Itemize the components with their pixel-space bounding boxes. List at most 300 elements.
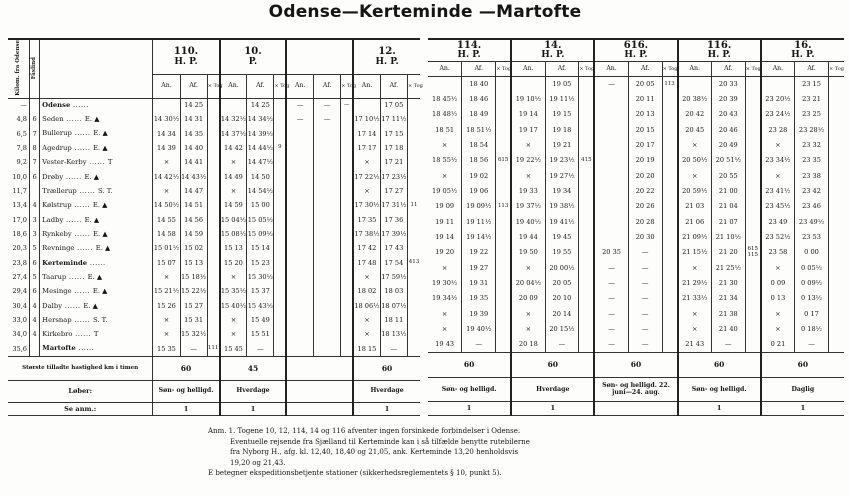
meet-time <box>662 291 678 306</box>
station-cell <box>40 184 153 198</box>
station-dots: ...... <box>86 158 108 167</box>
arrival-time: × <box>353 184 380 198</box>
station-row <box>428 199 844 214</box>
departure-time: 20 51½ <box>711 153 745 168</box>
departure-time: 23 32 <box>795 138 829 153</box>
arrival-time: 21 06 <box>678 214 712 229</box>
meet-time <box>745 260 761 275</box>
arrival-time <box>286 299 313 313</box>
station-row <box>8 170 420 184</box>
train-header <box>153 39 220 74</box>
arrival-time <box>286 241 313 255</box>
meet-time <box>828 260 844 275</box>
departure-time: 20 19 <box>628 153 662 168</box>
meet-time <box>341 155 353 169</box>
meet-time <box>407 112 420 126</box>
meet-time <box>407 170 420 184</box>
meet-time <box>579 184 595 199</box>
faerge-value: 3 <box>30 213 40 227</box>
arrival-time: 0 21 <box>761 337 795 352</box>
departure-time: — <box>628 291 662 306</box>
arrival-time: × <box>428 138 462 153</box>
departure-time: 19 40½ <box>462 322 496 337</box>
subheader-row <box>428 62 844 77</box>
departure-time: 17 21 <box>380 155 407 169</box>
departure-time: 14 47½ <box>247 155 274 169</box>
arrival-time: 23 41½ <box>761 184 795 199</box>
note-ref: 1 <box>428 401 511 415</box>
train-number: 110. <box>173 46 199 58</box>
station-row <box>8 112 420 126</box>
arrival-time: 18 02 <box>353 285 380 299</box>
arrival-time: × <box>678 322 712 337</box>
meet-time <box>496 107 512 122</box>
arrival-time: 20 50½ <box>678 153 712 168</box>
departure-time: 21 10½ <box>711 230 745 245</box>
faerge-value: 6 <box>30 256 40 270</box>
station-dots: ...... <box>63 215 85 224</box>
arrival-time: 23 24½ <box>761 107 795 122</box>
arrival-time: 20 35 <box>594 245 628 260</box>
runs-value: Søn- og helligd. <box>428 378 511 402</box>
meet-time <box>341 328 353 342</box>
station-dots: ...... <box>72 330 94 339</box>
meet-time: 11 <box>410 201 418 208</box>
meet-time <box>207 270 219 284</box>
departure-time: 15 23 <box>247 256 274 270</box>
arrival-time: 18 45½ <box>428 92 462 107</box>
arrival-time <box>594 199 628 214</box>
departure-time: 23 49½ <box>795 214 829 229</box>
arrival-time: 14 30½ <box>153 112 180 126</box>
meet-time <box>207 213 219 227</box>
meet-time <box>274 198 286 212</box>
meet-time <box>207 155 219 169</box>
arrival-time: 15 01½ <box>153 241 180 255</box>
departure-time: 20 30 <box>628 230 662 245</box>
arrival-time: — <box>594 276 628 291</box>
meet-time <box>662 153 678 168</box>
arrival-time: 19 37½ <box>511 199 545 214</box>
meet-time <box>662 245 678 260</box>
note-ref <box>286 402 353 415</box>
meet-time <box>341 127 353 141</box>
train-type: H. P. <box>174 56 198 67</box>
meet-time <box>274 112 286 126</box>
meet-time <box>496 260 512 275</box>
km-value: 17,0 <box>8 213 30 227</box>
arrival-time <box>286 141 313 155</box>
meet-time <box>341 112 353 126</box>
station-name: Hersnap <box>42 315 72 324</box>
arrival-time: 18 51 <box>428 122 462 137</box>
meet-time <box>407 285 420 299</box>
departure-time <box>314 184 341 198</box>
meet-time <box>207 112 219 126</box>
meet-time <box>407 328 420 342</box>
station-row <box>8 98 420 112</box>
arrival-time: 21 03 <box>678 199 712 214</box>
arrival-time <box>286 213 313 227</box>
meet-time <box>579 306 595 321</box>
station-row <box>8 141 420 155</box>
speed-value: 60 <box>353 356 420 380</box>
departure-time: — <box>628 306 662 321</box>
meet-header: × Tog <box>407 74 420 98</box>
meet-time <box>407 184 420 198</box>
departure-time: 20 11 <box>628 92 662 107</box>
station-row <box>428 77 844 92</box>
meet-time <box>828 245 844 260</box>
station-code: E. ▲ <box>92 287 108 296</box>
notes-row <box>8 402 420 415</box>
departure-time: 15 02 <box>180 241 207 255</box>
speed-row <box>8 356 420 380</box>
arrival-header: An. <box>761 62 795 77</box>
meet-time <box>207 184 219 198</box>
departure-time: 15 49 <box>247 313 274 327</box>
faerge-value: 7 <box>30 155 40 169</box>
arrival-time: — <box>594 77 628 92</box>
meet-time <box>407 141 420 155</box>
station-row <box>428 306 844 321</box>
arrival-time: 14 39 <box>153 141 180 155</box>
station-cell <box>40 98 153 112</box>
runs-value: Hverdage <box>220 380 287 402</box>
arrival-time: 19 05½ <box>428 184 462 199</box>
faerge-value <box>30 342 40 356</box>
meet-time <box>579 245 595 260</box>
speed-row <box>428 352 844 378</box>
station-name: Odense <box>42 101 71 110</box>
meet-time <box>579 276 595 291</box>
departure-time: 23 38 <box>795 168 829 183</box>
departure-time: 19 11½ <box>545 92 579 107</box>
train-type: H. P. <box>541 50 565 61</box>
departure-time: — <box>628 276 662 291</box>
station-dots: ...... <box>71 229 94 238</box>
departure-time: — <box>628 245 662 260</box>
station-row <box>428 245 844 260</box>
arrival-time: 19 22½ <box>511 153 545 168</box>
meet-time <box>745 153 761 168</box>
meet-time <box>407 155 420 169</box>
station-code: S. T. <box>98 186 113 195</box>
departure-time: 19 34 <box>545 184 579 199</box>
arrival-time: — <box>594 260 628 275</box>
faerge-header <box>30 39 40 98</box>
note-ref: 1 <box>511 401 594 415</box>
arrival-time: 19 20 <box>428 245 462 260</box>
km-value: 7,8 <box>8 141 30 155</box>
arrival-time: 18 48½ <box>428 107 462 122</box>
station-cell <box>40 127 153 141</box>
departure-time <box>314 127 341 141</box>
meet-header: × Tog <box>828 62 844 77</box>
departure-time: 17 11½ <box>380 112 407 126</box>
meet-time <box>341 241 353 255</box>
meet-time <box>745 107 761 122</box>
meet-time <box>407 313 420 327</box>
meet-time <box>496 77 512 92</box>
meet-time <box>828 306 844 321</box>
arrival-time: 14 55 <box>153 213 180 227</box>
departure-header: Af. <box>628 62 662 77</box>
departure-time: 23 53 <box>795 230 829 245</box>
meet-time <box>274 256 286 270</box>
station-dots: ...... <box>71 201 93 210</box>
meet-time <box>745 214 761 229</box>
departure-time: 14 54½ <box>247 184 274 198</box>
train-type: H. P. <box>624 50 648 61</box>
km-value: 13,4 <box>8 198 30 212</box>
train-number: 114. <box>456 39 482 51</box>
station-code: T <box>107 158 113 167</box>
arrival-time <box>594 214 628 229</box>
arrival-time: 15 40½ <box>220 299 247 313</box>
arrival-time: × <box>353 270 380 284</box>
station-row <box>428 214 844 229</box>
arrival-time <box>428 77 462 92</box>
meet-time <box>274 227 286 241</box>
right-table <box>428 38 844 416</box>
arrival-time <box>286 127 313 141</box>
station-cell <box>40 299 153 313</box>
departure-time: 19 21 <box>545 138 579 153</box>
arrival-time: 15 21½ <box>153 285 180 299</box>
meet-time <box>745 138 761 153</box>
meet-time <box>662 184 678 199</box>
departure-header: Af. <box>247 74 274 98</box>
meet-time <box>745 184 761 199</box>
meet-time <box>207 285 219 299</box>
departure-time: 17 59½ <box>380 270 407 284</box>
meet-header: × Tog <box>496 62 512 77</box>
runs-label: Løber: <box>8 380 153 402</box>
departure-time: 19 18 <box>545 122 579 137</box>
departure-time: 0 00 <box>795 245 829 260</box>
meet-time <box>496 291 512 306</box>
arrival-time: 20 42 <box>678 107 712 122</box>
departure-time: 23 25 <box>795 107 829 122</box>
departure-time: 20 20 <box>628 168 662 183</box>
km-value: 11,7 <box>8 184 30 198</box>
departure-time <box>314 313 341 327</box>
station-name: Agedrup <box>42 143 72 152</box>
departure-time: 20 39 <box>711 92 745 107</box>
meet-time <box>828 153 844 168</box>
departure-time: 19 38½ <box>545 199 579 214</box>
meet-time <box>341 227 353 241</box>
arrival-time: 17 14 <box>353 127 380 141</box>
station-row <box>428 138 844 153</box>
meet-time <box>407 227 420 241</box>
arrival-time: × <box>153 155 180 169</box>
km-value: 9,2 <box>8 155 30 169</box>
arrival-time: 14 32½ <box>220 112 247 126</box>
meet-time <box>662 337 678 352</box>
meet-time <box>341 270 353 284</box>
departure-time: 23 42 <box>795 184 829 199</box>
departure-time: 14 25 <box>247 98 274 112</box>
meet-time <box>579 337 595 352</box>
km-value: — <box>8 98 30 112</box>
meet-time <box>745 306 761 321</box>
station-dots: ...... <box>70 101 89 110</box>
station-name: Vester-Kerby <box>42 158 87 167</box>
arrival-time: 23 28 <box>761 122 795 137</box>
arrival-time: × <box>220 328 247 342</box>
arrival-time: 19 14 <box>511 107 545 122</box>
arrival-time: 20 09 <box>511 291 545 306</box>
meet-time <box>341 313 353 327</box>
station-cell <box>40 141 153 155</box>
footnotes <box>208 426 668 479</box>
arrival-time: × <box>220 270 247 284</box>
departure-time: — <box>711 337 745 352</box>
arrival-header: An. <box>428 62 462 77</box>
arrival-time <box>594 92 628 107</box>
departure-time: 17 31½ <box>380 198 407 212</box>
arrival-time <box>761 77 795 92</box>
arrival-time: 15 20 <box>220 256 247 270</box>
departure-time: 18 56 <box>462 153 496 168</box>
arrival-time: × <box>428 322 462 337</box>
meet-header: × Tog <box>274 74 286 98</box>
meet-time <box>662 230 678 245</box>
meet-time: 415 <box>579 153 595 168</box>
arrival-time: 14 58 <box>153 227 180 241</box>
station-cell <box>40 313 153 327</box>
meet-time <box>662 92 678 107</box>
station-name: Taarup <box>42 272 67 281</box>
departure-header: Af. <box>711 62 745 77</box>
meet-time <box>341 285 353 299</box>
right-timetable <box>428 38 844 416</box>
station-name: Martofte <box>42 344 76 353</box>
station-row <box>428 260 844 275</box>
faerge-value: 4 <box>30 313 40 327</box>
train-number: 16. <box>794 39 812 51</box>
arrival-time: 21 15½ <box>678 245 712 260</box>
arrival-time: 23 45½ <box>761 199 795 214</box>
km-value: 35,6 <box>8 342 30 356</box>
arrival-time <box>594 138 628 153</box>
station-name: Trællerup <box>42 186 77 195</box>
departure-time: — <box>314 112 341 126</box>
faerge-value <box>30 98 40 112</box>
meet-time <box>662 107 678 122</box>
arrival-time: × <box>353 328 380 342</box>
header-row <box>428 39 844 62</box>
departure-time: 20 22 <box>628 184 662 199</box>
meet-time <box>828 199 844 214</box>
arrival-header: An. <box>353 74 380 98</box>
station-name: Bullerup <box>42 129 72 138</box>
km-header-text: Kilom. fra Odense <box>14 40 21 96</box>
arrival-time <box>286 198 313 212</box>
meet-time <box>341 198 353 212</box>
station-cell <box>40 270 153 284</box>
station-row <box>8 256 420 270</box>
departure-time: 15 31 <box>180 313 207 327</box>
meet-header: × Tog <box>579 62 595 77</box>
arrival-time: — <box>594 291 628 306</box>
departure-time: 19 45 <box>545 230 579 245</box>
meet-header: × Tog <box>662 62 678 77</box>
faerge-value: 6 <box>30 170 40 184</box>
train-number: 14. <box>544 39 562 51</box>
station-dots: ...... <box>87 258 106 267</box>
station-row <box>8 198 420 212</box>
departure-time: 20 26 <box>628 199 662 214</box>
station-row <box>428 92 844 107</box>
meet-time <box>828 107 844 122</box>
station-name: Drøby <box>42 172 64 181</box>
departure-time: 20 13 <box>628 107 662 122</box>
arrival-time: × <box>678 138 712 153</box>
train-header <box>761 39 844 62</box>
train-header <box>428 39 511 62</box>
departure-time <box>314 328 341 342</box>
arrival-time: × <box>761 168 795 183</box>
station-row <box>8 285 420 299</box>
arrival-time: 15 04½ <box>220 213 247 227</box>
meet-time <box>496 92 512 107</box>
station-dots: ...... <box>66 272 88 281</box>
departure-time: 23 28½ <box>795 122 829 137</box>
meet-time <box>828 92 844 107</box>
departure-time: 19 02 <box>462 168 496 183</box>
meet-time <box>496 230 512 245</box>
meet-header: × Tog <box>341 74 353 98</box>
arrival-time: 18 06½ <box>353 299 380 313</box>
arrival-time: 23 20½ <box>761 92 795 107</box>
km-value: 34,0 <box>8 328 30 342</box>
departure-time: 19 27 <box>462 260 496 275</box>
arrival-time: 17 38½ <box>353 227 380 241</box>
meet-time <box>828 322 844 337</box>
meet-time <box>274 299 286 313</box>
station-cell <box>40 241 153 255</box>
station-row <box>8 299 420 313</box>
train-type: P. <box>248 56 258 67</box>
departure-time: — <box>247 342 274 356</box>
arrival-time <box>353 98 380 112</box>
departure-time: 14 35 <box>180 127 207 141</box>
meet-time <box>274 342 286 356</box>
station-row <box>8 213 420 227</box>
speed-value: 60 <box>594 352 677 378</box>
departure-time: 15 13 <box>180 256 207 270</box>
arrival-header: An. <box>286 74 313 98</box>
departure-time: 14 43½ <box>180 170 207 184</box>
arrival-time: — <box>594 306 628 321</box>
station-row <box>428 168 844 183</box>
departure-time: 14 47 <box>180 184 207 198</box>
runs-value: Søn- og helligd. 22. juni—24. aug. <box>594 378 677 402</box>
meet-time <box>662 122 678 137</box>
arrival-time: × <box>678 306 712 321</box>
speed-value: 60 <box>511 352 594 378</box>
departure-time: 15 27 <box>180 299 207 313</box>
arrival-time: 21 33½ <box>678 291 712 306</box>
meet-time: — <box>341 98 353 112</box>
meet-time <box>579 260 595 275</box>
meet-time <box>828 214 844 229</box>
meet-time <box>828 168 844 183</box>
station-dots: ...... <box>74 244 96 253</box>
